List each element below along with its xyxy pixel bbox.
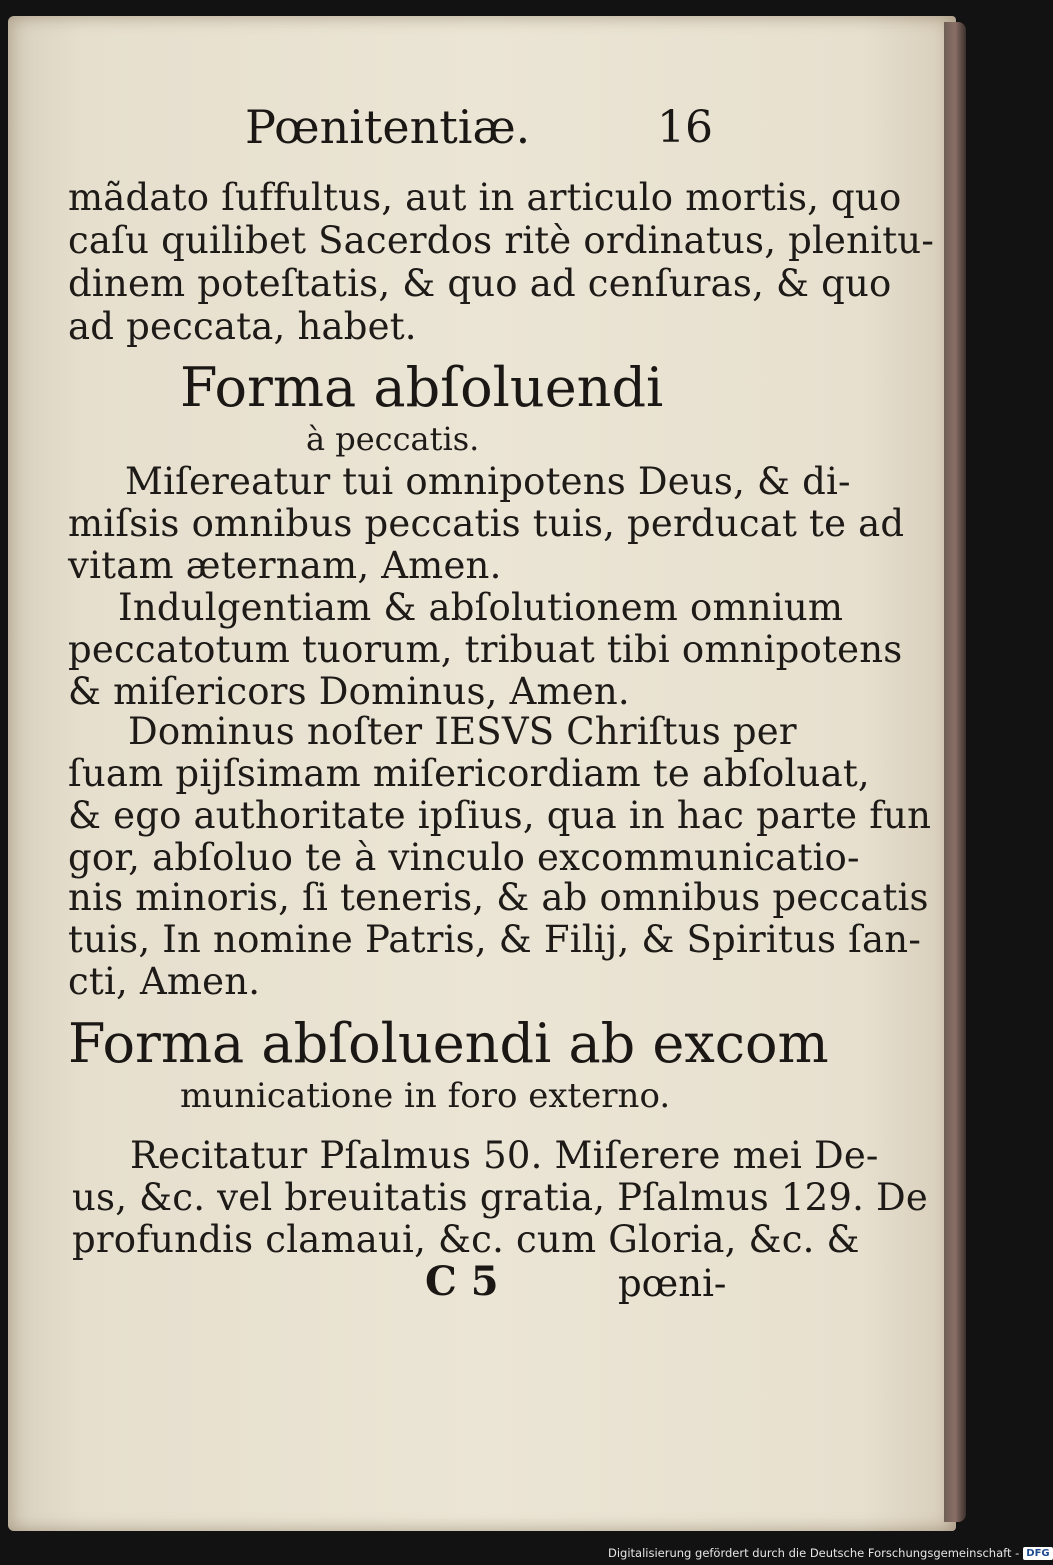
section-heading: Forma abſoluendi ab excom [68, 1012, 829, 1075]
text-line: mãdato ſuffultus, aut in articulo mortis, quo [68, 176, 902, 219]
text-line: ſuam pijſsimam miſericordiam te abſoluat, [68, 752, 870, 795]
catchword: pœni- [618, 1262, 727, 1305]
section-subheading: à peccatis. [306, 420, 480, 458]
text-line: & ego authoritate ipſius, qua in hac parte fun [68, 794, 932, 837]
text-line: gor, abſoluo te à vinculo excommunicatio- [68, 836, 860, 879]
text-line: peccatotum tuorum, tribuat tibi omnipotens [68, 628, 903, 671]
text-line: ad peccata, habet. [68, 305, 417, 348]
text-line: Recitatur Pſalmus 50. Miſerere mei De- [130, 1134, 879, 1177]
running-title: Pœnitentiæ. [245, 100, 531, 154]
page-number: 16 [657, 102, 713, 153]
dfg-logo: DFG [1023, 1547, 1052, 1560]
digitization-credit [608, 1546, 1053, 1560]
text-line: Miſereatur tui omnipotens Deus, & di- [125, 460, 851, 503]
credit-text: Digitalisierung gefördert durch die Deutsche Forschungsgemeinschaft - [608, 1546, 1020, 1560]
page-fore-edge [944, 22, 966, 1522]
text-line: vitam æternam, Amen. [68, 544, 502, 587]
text-line: Dominus noſter IESVS Chriſtus per [128, 710, 797, 753]
text-line: Indulgentiam & abſolutionem omnium [118, 586, 844, 629]
text-line: cti, Amen. [68, 960, 261, 1003]
text-line: tuis, In nomine Patris, & Filij, & Spiritus ſan- [68, 918, 922, 961]
section-subheading: municatione in foro externo. [180, 1076, 671, 1116]
text-line: profundis clamaui, &c. cum Gloria, &c. & [72, 1218, 860, 1261]
section-heading: Forma abſoluendi [180, 356, 664, 419]
text-line: us, &c. vel breuitatis gratia, Pſalmus 129. De [72, 1176, 928, 1219]
text-line: dinem poteſtatis, & quo ad cenſuras, & quo [68, 262, 892, 305]
text-line: caſu quilibet Sacerdos ritè ordinatus, plenitu- [68, 219, 935, 262]
text-line: miſsis omnibus peccatis tuis, perducat te ad [68, 502, 905, 545]
text-line: & miſericors Dominus, Amen. [68, 670, 630, 713]
signature-mark: C 5 [425, 1258, 499, 1305]
text-line: nis minoris, ſi teneris, & ab omnibus peccatis [68, 876, 929, 919]
